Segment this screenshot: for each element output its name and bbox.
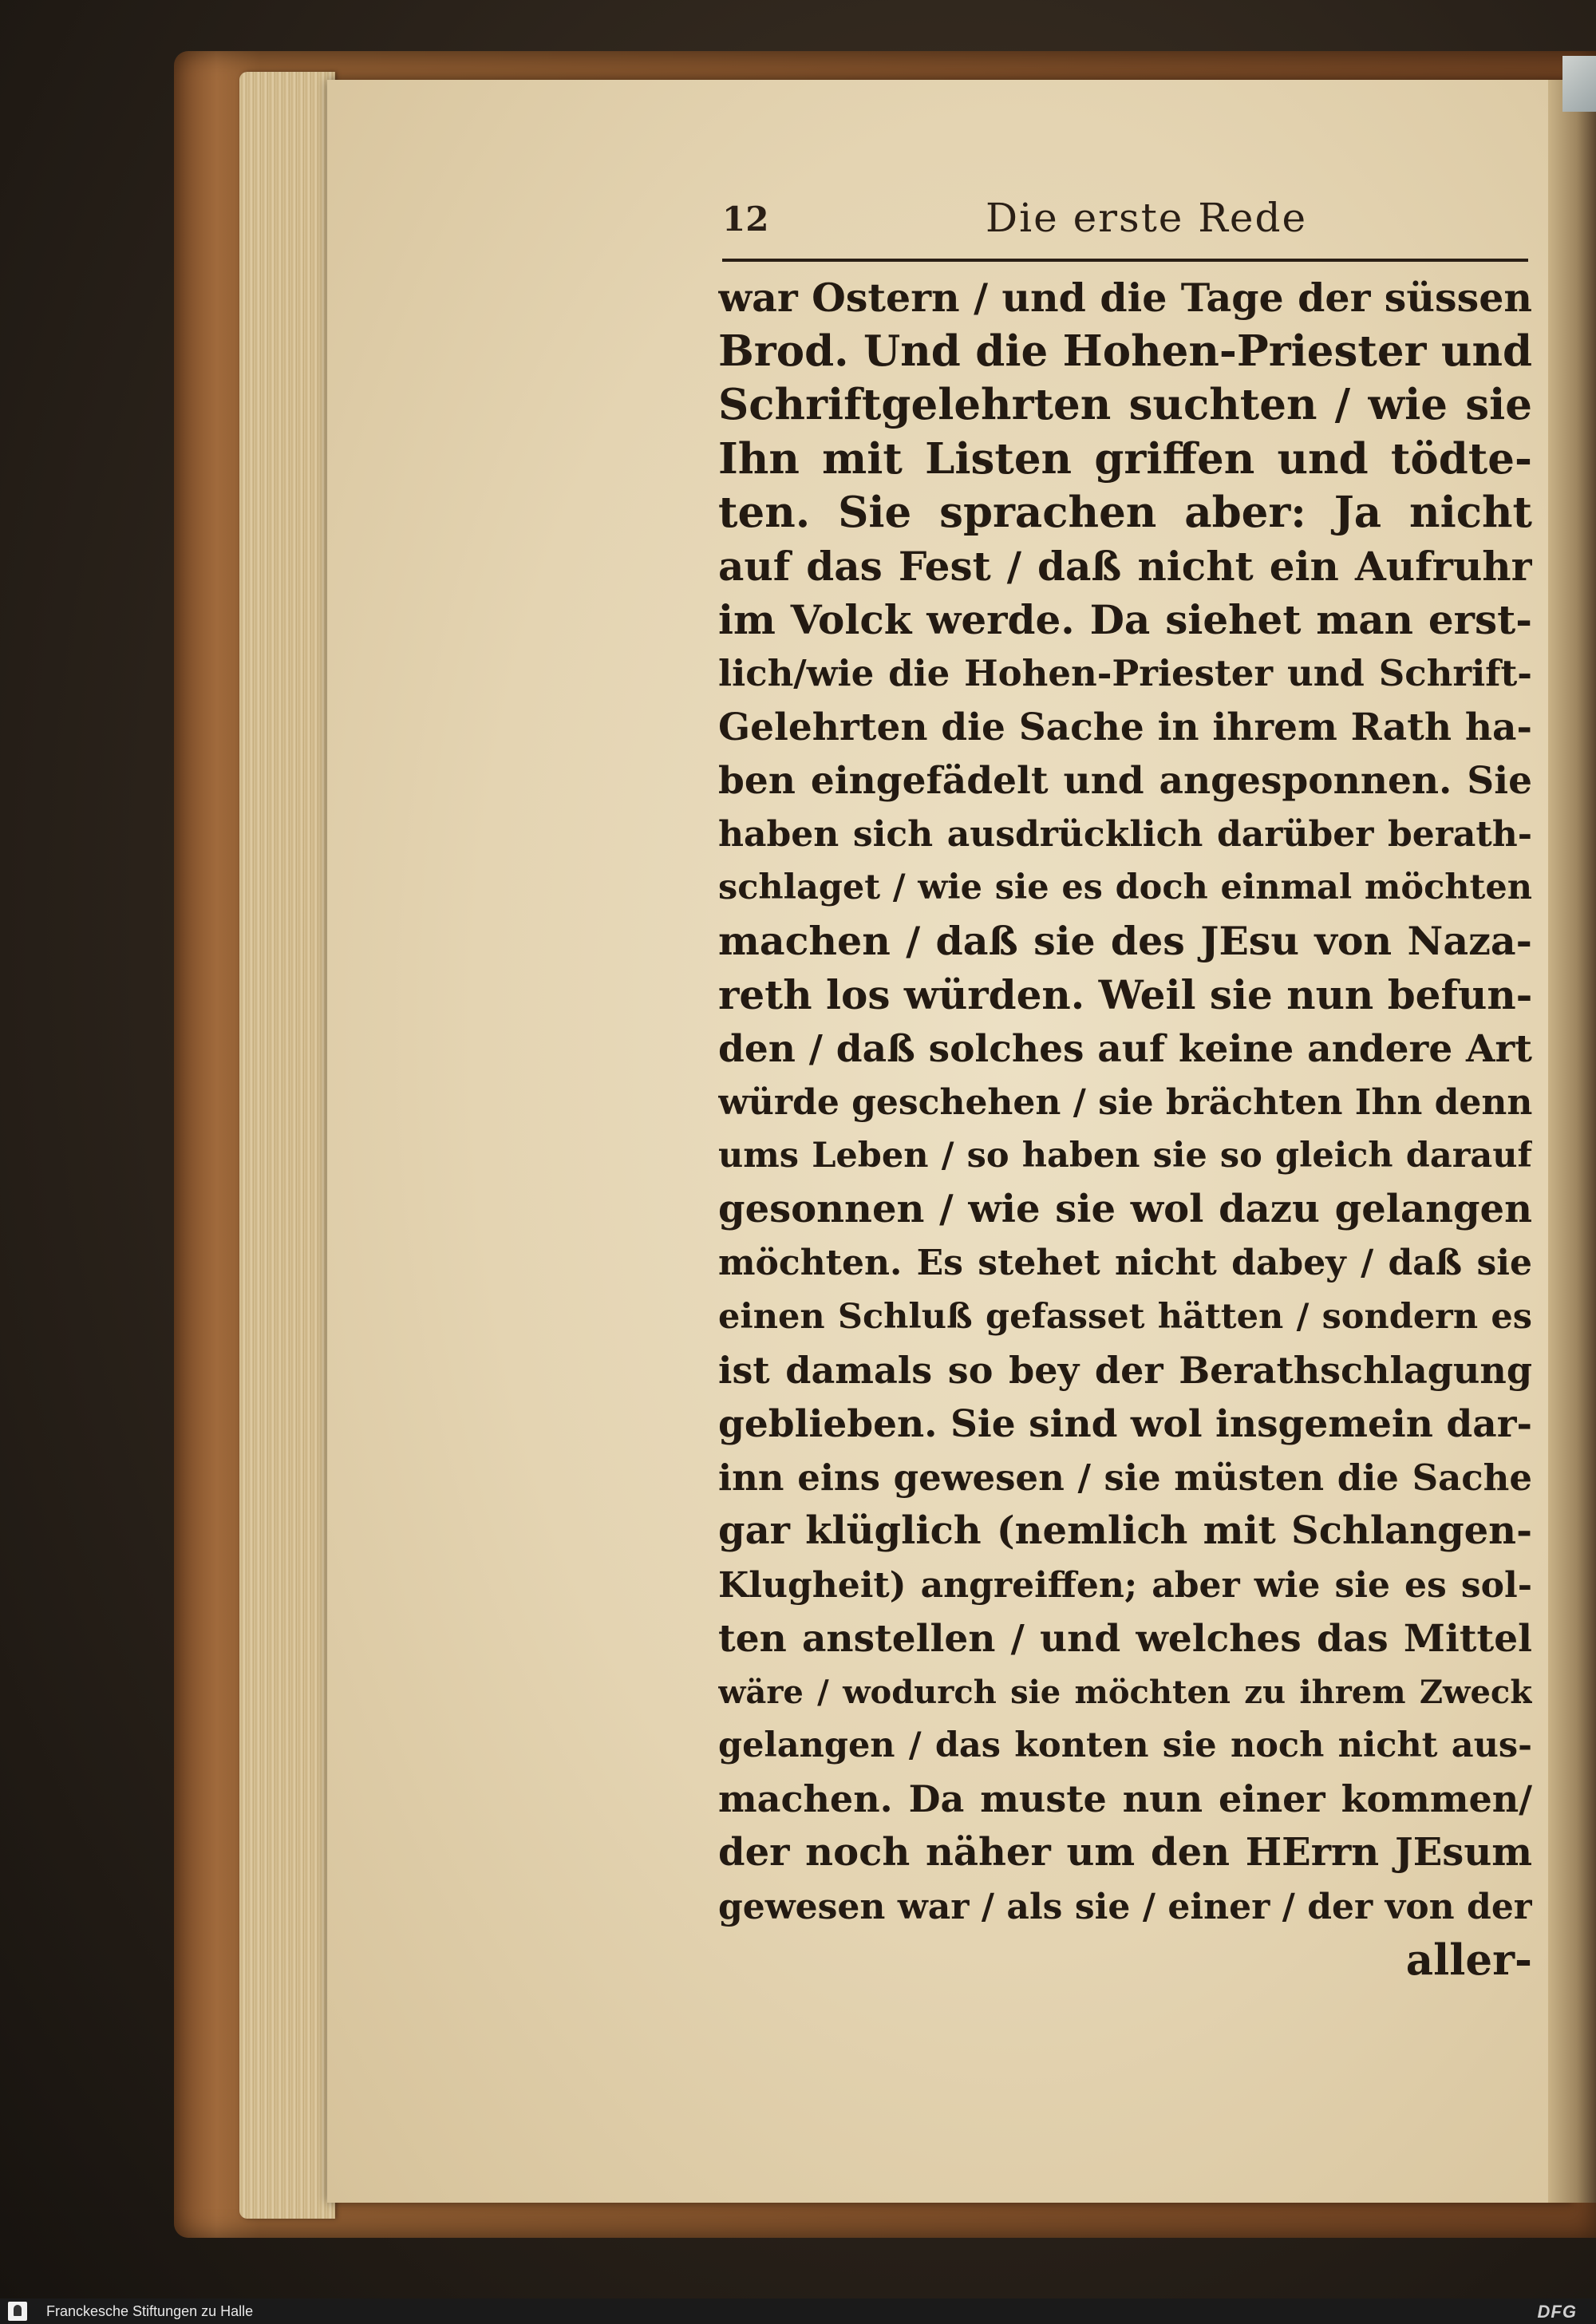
body-text: [718, 271, 1532, 1987]
viewer-footer: [0, 2298, 1596, 2324]
page-edges: [239, 72, 335, 2219]
institution-label: Franckesche Stiftungen zu Halle: [46, 2303, 254, 2319]
text-line: Gelehrten die Sache in ihrem Rath ha-: [718, 705, 1532, 749]
text-line: inn eins gewesen / sie müsten die Sache: [718, 1456, 1532, 1500]
text-line: ums Leben / so haben sie so gleich darauf: [718, 1136, 1532, 1176]
text-line: einen Schluß gefasset hätten / sondern es: [718, 1296, 1532, 1337]
color-calibration-tab: [1562, 56, 1596, 112]
text-line: ten. Sie sprachen aber: Ja nicht: [718, 487, 1532, 537]
text-line: der noch näher um den HErrn JEsum: [718, 1830, 1532, 1875]
book-gutter: [1548, 80, 1596, 2203]
text-line: ten anstellen / und welches das Mittel: [718, 1616, 1532, 1661]
text-line: auf das Fest / daß nicht ein Aufruhr: [718, 542, 1532, 590]
text-line: ist damals so bey der Berathschlagung: [718, 1348, 1532, 1392]
header-rule: [722, 259, 1528, 262]
text-line: haben sich ausdrücklich darüber berath-: [718, 813, 1532, 855]
text-line: reth los würden. Weil sie nun befun-: [718, 971, 1532, 1019]
text-line: aller-: [1405, 1935, 1532, 1985]
text-line: im Volck werde. Da siehet man erst-: [718, 596, 1532, 644]
text-line: gewesen war / als sie / einer / der von der: [718, 1886, 1532, 1927]
text-line: wäre / wodurch sie möchten zu ihrem Zweck: [718, 1673, 1532, 1711]
text-line: machen / daß sie des JEsu von Naza-: [718, 918, 1532, 965]
page-number: 12: [722, 200, 769, 239]
text-line: war Ostern / und die Tage der süssen: [718, 275, 1532, 321]
text-line: würde geschehen / sie brächten Ihn denn: [718, 1081, 1532, 1123]
text-line: Schriftgelehrten suchten / wie sie: [718, 380, 1532, 430]
running-title: Die erste Rede: [986, 195, 1308, 241]
text-line: gelangen / das konten sie noch nicht aus-: [718, 1725, 1532, 1766]
text-line: Ihn mit Listen griffen und tödte-: [718, 433, 1532, 484]
text-line: den / daß solches auf keine andere Art: [718, 1026, 1532, 1071]
text-line: machen. Da muste nun einer kommen/: [718, 1777, 1532, 1821]
text-line: Brod. Und die Hohen-Priester und: [718, 326, 1532, 377]
page-header: [722, 192, 1528, 255]
text-line: lich/wie die Hohen-Priester und Schrift-: [718, 652, 1532, 695]
text-line: möchten. Es stehet nicht dabey / daß sie: [718, 1243, 1532, 1284]
text-line: ben eingefädelt und angesponnen. Sie: [718, 758, 1532, 803]
dfg-logo: DFG: [1537, 2302, 1577, 2322]
text-line: geblieben. Sie sind wol insgemein dar-: [718, 1401, 1532, 1446]
text-line: gesonnen / wie sie wol dazu gelangen: [718, 1187, 1532, 1232]
text-line: schlaget / wie sie es doch einmal möchten: [718, 868, 1532, 908]
institution-logo-icon: [8, 2302, 27, 2321]
text-line: Klugheit) angreiffen; aber wie sie es sol-: [718, 1564, 1532, 1606]
text-line: gar klüglich (nemlich mit Schlangen-: [718, 1508, 1532, 1554]
